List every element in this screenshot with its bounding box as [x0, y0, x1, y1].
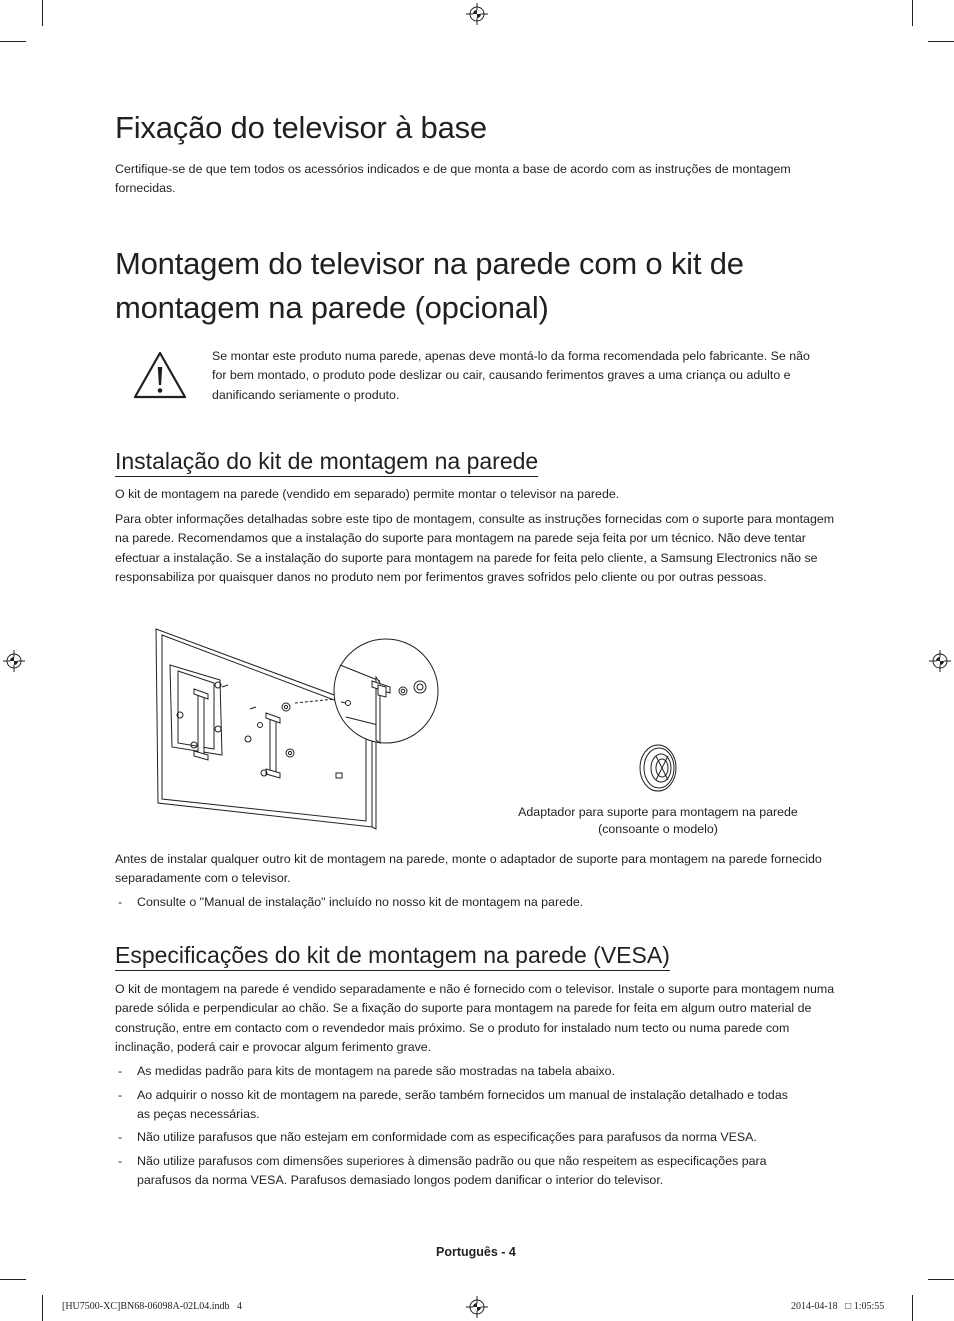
bullet-text: As medidas padrão para kits de montagem na parede são mostradas na tabela abaixo.	[137, 1064, 616, 1078]
section-title-montagem-line1: Montagem do televisor na parede com o kit de	[115, 246, 744, 281]
crop-mark	[928, 1279, 954, 1280]
bullet-text: Não utilize parafusos que não estejam em conformidade com as especificações para parafusos da norma VESA.	[137, 1130, 757, 1144]
subheading-vesa: Especificações do kit de montagem na parede (VESA)	[115, 941, 670, 971]
wall-mount-adapter-icon	[638, 742, 680, 794]
subheading-instalacao: Instalação do kit de montagem na parede	[115, 447, 538, 477]
imprint-right: 2014-04-18 □ 1:05:55	[791, 1301, 885, 1312]
bullet-text: Não utilize parafusos com dimensões superiores à dimensão padrão ou que não respeitem as especificações para	[137, 1154, 767, 1168]
bullet-dash: -	[118, 1130, 123, 1144]
bullet-text: parafusos da norma VESA. Parafusos demasiado longos podem danificar o interior do televisor.	[137, 1173, 664, 1187]
bullet-dash: -	[118, 1154, 123, 1168]
page-number: Português - 4	[436, 1245, 516, 1259]
instalacao-paragraph-3: Antes de instalar qualquer outro kit de montagem na parede, monte o adaptador de suporte para montagem na parede fornecido separadamente com o televisor.	[115, 852, 822, 886]
instalacao-paragraph-2: Para obter informações detalhadas sobre este tipo de montagem, consulte as instruções fornecidas com o suporte para montagem na parede. Recomendamos que a instalação do suporte para montagem na parede seja feita por um técnico. Não deve tentar efectuar a instalação. Se a instalação do suporte para montagem na parede for feita pelo cliente, a Samsung Electronics não se responsabiliza por quaisquer danos no produto nem por ferimentos graves sofridos pelo cliente ou por outras pessoas.	[115, 512, 835, 584]
bullet-text: Ao adquirir o nosso kit de montagem na parede, serão também fornecidos um manual de instalação detalhado e todas	[137, 1088, 788, 1102]
imprint-left: [HU7500-XC]BN68-06098A-02L04.indb 4	[62, 1301, 242, 1312]
warning-triangle-icon	[132, 350, 188, 400]
intro-paragraph: Certifique-se de que tem todos os acessórios indicados e de que monta a base de acordo com as instruções de montagem fornecidas.	[115, 162, 791, 196]
crop-mark	[42, 0, 43, 26]
crop-mark	[928, 41, 954, 42]
warning-text: Se montar este produto numa parede, apenas deve montá-lo da forma recomendada pelo fabricante. Se não for bem montado, o produto pode deslizar ou cair, causando ferimentos graves a uma criança ou adulto e danificando seriamente o produto.	[212, 349, 810, 402]
section-title-montagem-line2: montagem na parede (opcional)	[115, 290, 549, 325]
registration-mark-icon	[466, 1296, 488, 1318]
adapter-caption-line2: (consoante o modelo)	[598, 822, 718, 836]
adapter-caption-line1: Adaptador para suporte para montagem na parede	[518, 805, 798, 819]
registration-mark-icon	[466, 3, 488, 25]
registration-mark-icon	[929, 650, 951, 672]
bullet-dash: -	[118, 1088, 123, 1102]
bullet-text: Consulte o "Manual de instalação" incluído no nosso kit de montagem na parede.	[137, 895, 584, 909]
instalacao-paragraph-1: O kit de montagem na parede (vendido em separado) permite montar o televisor na parede.	[115, 487, 620, 501]
registration-mark-icon	[3, 650, 25, 672]
bullet-dash: -	[118, 895, 123, 909]
page-title-fixacao: Fixação do televisor à base	[115, 110, 487, 145]
crop-mark	[0, 1279, 26, 1280]
adapter-caption	[484, 804, 832, 838]
tv-wall-mount-illustration	[150, 625, 470, 833]
crop-mark	[912, 1295, 913, 1321]
bullet-text: as peças necessárias.	[137, 1107, 260, 1121]
crop-mark	[0, 41, 26, 42]
bullet-dash: -	[118, 1064, 123, 1078]
crop-mark	[42, 1295, 43, 1321]
vesa-paragraph: O kit de montagem na parede é vendido separadamente e não é fornecido com o televisor. Instale o suporte para montagem numa parede sólida e perpendicular ao chão. Se a fixação do suporte para montagem na parede for feita em algum outro material de construção, entre em contacto com o revendedor mais próximo. Se o produto for instalado num tecto ou numa parede com inclinação, poderá cair e provocar algum ferimento grave.	[115, 982, 835, 1054]
crop-mark	[912, 0, 913, 26]
